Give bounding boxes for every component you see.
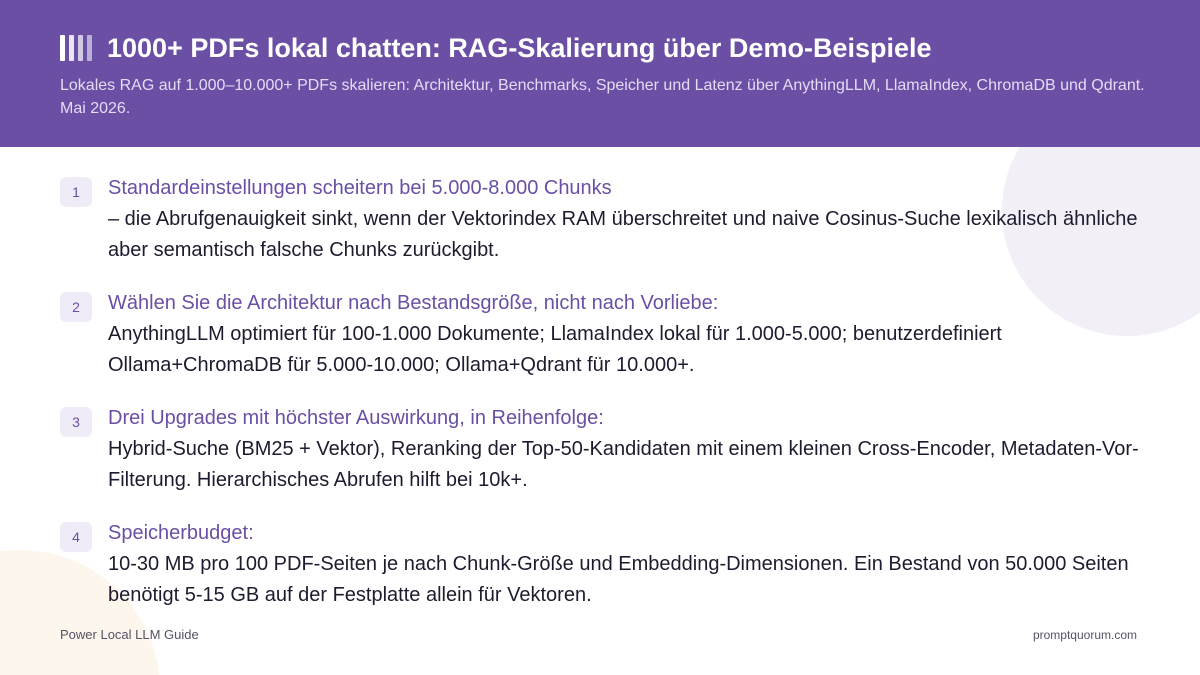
item-number-badge: 4 (60, 522, 92, 552)
item-heading: Wählen Sie die Architektur nach Bestandsgröße, nicht nach Vorliebe: (108, 292, 719, 314)
item-number-badge: 1 (60, 177, 92, 207)
page-subtitle: Lokales RAG auf 1.000–10.000+ PDFs skalieren: Architektur, Benchmarks, Speicher und Latenz über AnythingLLM, LlamaIndex, ChromaDB und Qdrant. Mai 2026. (60, 77, 1145, 117)
item-body: AnythingLLM optimiert für 100-1.000 Dokumente; LlamaIndex lokal für 1.000-5.000; benutzerdefiniert Ollama+ChromaDB für 5.000-10.000; Ollama+Qdrant für 10.000+. (108, 323, 1002, 376)
item-number-badge: 3 (60, 407, 92, 437)
item-body: – die Abrufgenauigkeit sinkt, wenn der Vektorindex RAM überschreitet und naive Cosinus-Suche lexikalisch ähnliche aber semantisch falsche Chunks zurückgibt. (108, 208, 1138, 261)
item-body: Hybrid-Suche (BM25 + Vektor), Reranking der Top-50-Kandidaten mit einem kleinen Cross-Encoder, Metadaten-Vor-Filterung. Hierarchisches Abrufen hilft bei 10k+. (108, 438, 1139, 491)
header-banner (0, 0, 1200, 147)
footer-site-link[interactable]: promptquorum.com (1032, 628, 1137, 642)
item-heading: Speicherbudget: (108, 522, 254, 544)
item-number-badge: 2 (60, 292, 92, 322)
item-heading: Standardeinstellungen scheitern bei 5.000-8.000 Chunks (108, 177, 612, 199)
page-title: 1000+ PDFs lokal chatten: RAG-Skalierung über Demo-Beispiele (107, 33, 932, 63)
bars-logo-icon (60, 35, 94, 61)
footer-guide-name: Power Local LLM Guide (60, 627, 199, 642)
item-heading: Drei Upgrades mit höchster Auswirkung, in Reihenfolge: (108, 407, 604, 429)
item-body: 10-30 MB pro 100 PDF-Seiten je nach Chunk-Größe und Embedding-Dimensionen. Ein Bestand von 50.000 Seiten benötigt 5-15 GB auf der Festplatte allein für Vektoren. (108, 553, 1129, 606)
